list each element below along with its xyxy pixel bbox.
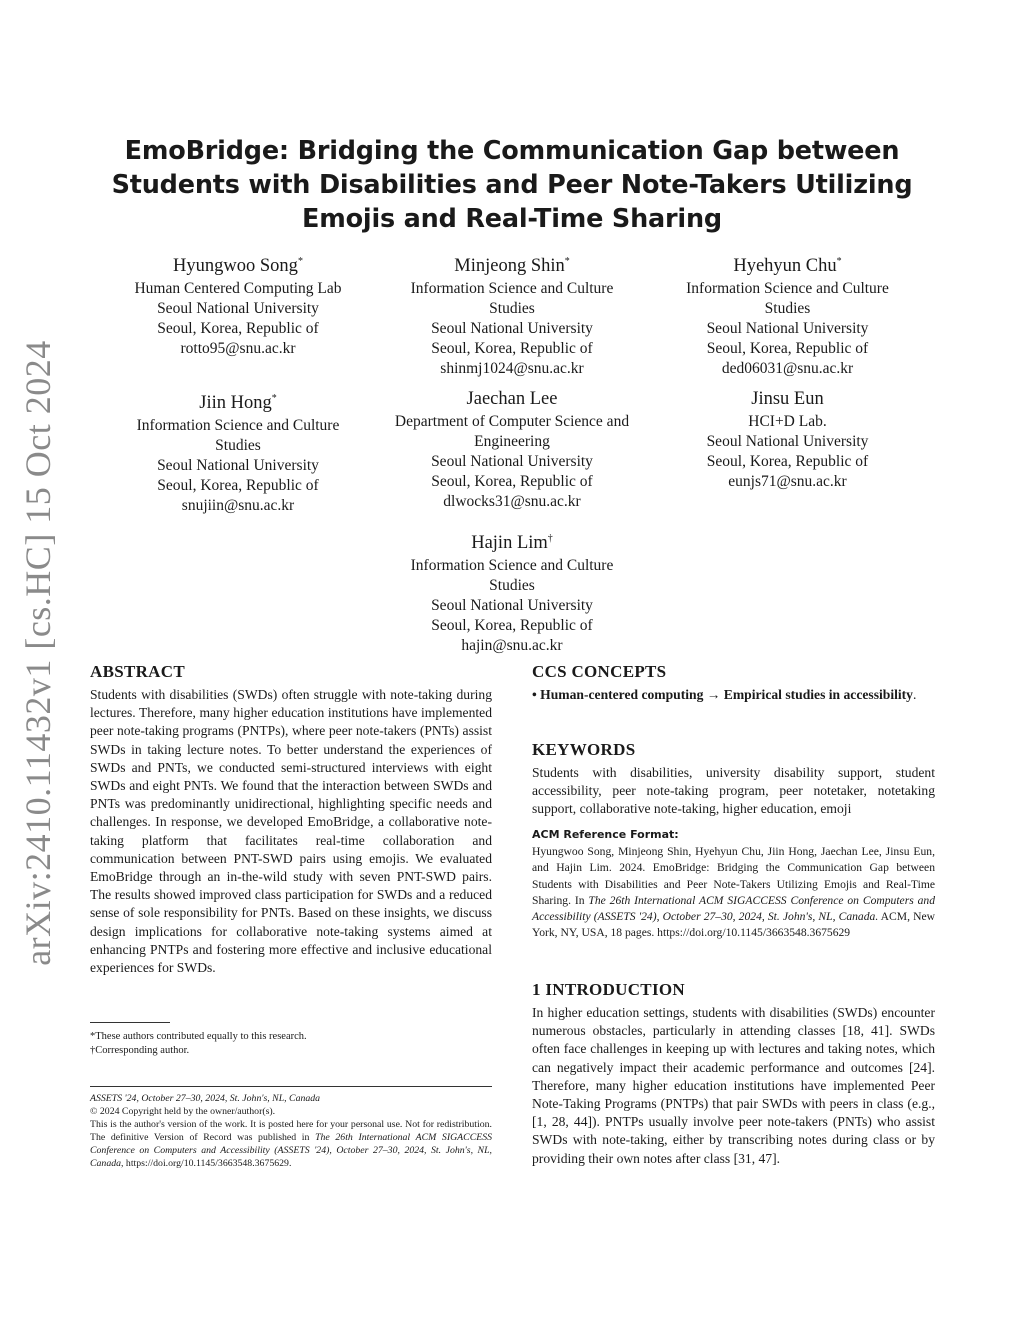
- acm-reference-doi[interactable]: ACM, New York, NY, USA, 18 pages. https://doi.org/10.1145/3663548.3675629: [532, 910, 935, 940]
- arxiv-stamp: [8, 339, 68, 966]
- abstract-section: [90, 662, 492, 977]
- author-affiliation: Information Science and Culture: [410, 557, 614, 575]
- author-affiliation: Information Science and Culture: [410, 280, 614, 298]
- keywords-text: Students with disabilities, university disability support, student accessibility, peer note-taking program, peer notetaker, notetaking support, collaborative note-taking, higher education, emoji: [532, 765, 935, 817]
- footnote-corresponding: †Corresponding author.: [90, 1045, 190, 1056]
- author-location: Seoul, Korea, Republic of: [706, 340, 869, 358]
- author-affiliation: Studies: [764, 300, 811, 318]
- author-email: snujiin@snu.ac.kr: [181, 497, 295, 515]
- author-block-4: [118, 387, 358, 516]
- copyright-divider: [90, 1086, 492, 1087]
- footnote-equal-contribution: *These authors contributed equally to this research.: [90, 1031, 307, 1042]
- author-affiliation: Seoul National University: [157, 300, 319, 318]
- author-name: Hyungwoo Song: [173, 256, 298, 277]
- author-location: Seoul, Korea, Republic of: [431, 340, 593, 358]
- acm-reference-text: Hyungwoo Song, Minjeong Shin, Hyehyun Chu, Jiin Hong, Jaechan Lee, Jinsu Eun, and Hajin Lim. 2024. EmoBridge: Bridging the Communication Gap between Students with Disabilities and Peer Note-Takers Utilizing Emojis and Real-Time Sharing. In: [532, 845, 935, 907]
- author-location: Seoul, Korea, Republic of: [431, 473, 593, 490]
- introduction-heading: 1 INTRODUCTION: [532, 980, 685, 999]
- author-mark: *: [836, 256, 842, 267]
- author-block-7: [382, 527, 642, 656]
- author-email: shinmj1024@snu.ac.kr: [440, 360, 584, 378]
- author-affiliation: Studies: [489, 300, 535, 318]
- author-affiliation: HCI+D Lab.: [748, 413, 827, 430]
- author-name: Minjeong Shin: [454, 256, 565, 277]
- author-name: Jinsu Eun: [751, 389, 824, 409]
- author-block-3: [665, 250, 910, 379]
- author-email: ded06031@snu.ac.kr: [721, 360, 854, 378]
- arxiv-stamp-text: arXiv:2410.11432v1 [cs.HC] 15 Oct 2024: [18, 339, 58, 966]
- author-mark: *: [564, 256, 570, 267]
- author-affiliation: Information Science and Culture: [686, 280, 889, 298]
- author-affiliation: Studies: [215, 437, 261, 455]
- footnotes: [90, 1030, 492, 1058]
- abstract-text: Students with disabilities (SWDs) often struggle with note-taking during lectures. Therefore, many higher education institutions have implemented peer note-taking programs (PNTPs), where peer note-takers (PNTs) assist SWDs in taking lecture notes. To better understand the experiences of SWDs and PNTs, we conducted semi-structured interviews with eight SWDs and eight PNTs. We found that the interaction between SWDs and PNTs was predominantly unidirectional, highlighting specific needs and challenges. In response, we developed EmoBridge, a collaborative note-taking platform that facilitates real-time collaboration and communication between PNT-SWD pairs using emojis. We evaluated EmoBridge through an in-the-wild study with seven PNT-SWD pairs. The results showed improved class participation for SWDs and a reduced sense of sole responsibility for PNTs. Based on these insights, we discuss design implications for collaborative note-taking systems aimed at enhancing PNTPs and fostering more effective and inclusive educational experiences for SWDs.: [90, 687, 492, 976]
- ccs-concept: • Human-centered computing → Empirical studies in accessibility: [532, 687, 913, 702]
- introduction-text: In higher education settings, students with disabilities (SWDs) encounter numerous obstacles, particularly in attending classes [18, 41]. SWDs often face challenges in keeping up with lectures and taking notes, which can negatively impact their academic performance and outcomes [24]. Therefore, many higher education institutions have implemented Peer Note-Taking Programs (PNTPs) that pair SWDs with peers in class (e.g., [1, 28, 44]). PNTPs usually involve peer note-takers (PNTs) who assist SWDs with note-taking, either by transcribing notes during class or by providing their own notes after class [31, 47].: [532, 1005, 935, 1166]
- author-location: Seoul, Korea, Republic of: [706, 453, 869, 470]
- copyright-venue: ASSETS '24, October 27–30, 2024, St. John's, NL, Canada: [90, 1093, 321, 1104]
- paper-title: EmoBridge: Bridging the Communication Gap between Students with Disabilities and Peer Note-Takers Utilizing Emojis and Real-Time Sharing: [111, 136, 913, 234]
- author-block-5: [372, 387, 652, 512]
- author-location: Seoul, Korea, Republic of: [157, 477, 319, 495]
- acm-reference-venue: The 26th International ACM SIGACCESS Conference on Computers and Accessibility (ASSETS '24), October 27–30, 2024, St. John's, NL, Canada.: [532, 893, 935, 924]
- ccs-section: [532, 662, 935, 704]
- author-affiliation: Department of Computer Science and: [394, 413, 630, 430]
- author-name: Jiin Hong: [199, 393, 272, 414]
- copyright-block: [90, 1092, 492, 1170]
- author-affiliation: Seoul National University: [706, 320, 869, 338]
- copyright-notice: This is the author's version of the work. It is posted here for your personal use. Not for redistribution. The definitive Version of Record was published in: [90, 1119, 492, 1143]
- ccs-period: .: [912, 687, 917, 702]
- author-block-6: [665, 387, 910, 492]
- author-email: eunjs71@snu.ac.kr: [728, 473, 847, 490]
- author-affiliation: Seoul National University: [706, 433, 869, 450]
- author-affiliation: Engineering: [474, 433, 550, 450]
- copyright-notice-venue: The 26th International ACM SIGACCESS Conference on Computers and Accessibility (ASSETS '24), October 27–30, 2024, St. John's, NL, Canada: [90, 1132, 493, 1169]
- author-block-2: [382, 250, 642, 379]
- footnote-divider: [90, 1022, 170, 1023]
- author-affiliation: Seoul National University: [431, 320, 593, 338]
- copyright-doi-link[interactable]: , https://doi.org/10.1145/3663548.3675629.: [121, 1158, 292, 1169]
- author-email: hajin@snu.ac.kr: [461, 637, 563, 655]
- acm-reference-heading: ACM Reference Format:: [532, 828, 679, 841]
- author-mark: *: [271, 393, 277, 404]
- author-name: Hajin Lim: [471, 533, 548, 554]
- author-mark: *: [297, 256, 303, 267]
- author-email: rotto95@snu.ac.kr: [180, 340, 296, 358]
- ccs-heading: CCS CONCEPTS: [532, 662, 667, 681]
- author-affiliation: Seoul National University: [157, 457, 319, 475]
- author-affiliation: Seoul National University: [431, 597, 593, 615]
- author-email: dlwocks31@snu.ac.kr: [443, 493, 581, 510]
- author-block-1: [118, 250, 358, 359]
- copyright-owner: © 2024 Copyright held by the owner/author(s).: [90, 1106, 276, 1117]
- author-mark: †: [547, 533, 553, 544]
- author-name: Jaechan Lee: [466, 389, 558, 409]
- author-name: Hyehyun Chu: [733, 256, 837, 277]
- author-affiliation: Information Science and Culture: [136, 417, 340, 435]
- author-location: Seoul, Korea, Republic of: [431, 617, 593, 635]
- author-location: Seoul, Korea, Republic of: [157, 320, 319, 338]
- author-affiliation: Studies: [489, 577, 535, 595]
- author-affiliation: Seoul National University: [431, 453, 593, 470]
- acm-reference-section: [532, 828, 935, 942]
- keywords-heading: KEYWORDS: [532, 740, 636, 759]
- introduction-section: [532, 980, 935, 1168]
- keywords-section: [532, 740, 935, 819]
- author-affiliation: Human Centered Computing Lab: [134, 280, 342, 298]
- abstract-heading: ABSTRACT: [90, 662, 185, 681]
